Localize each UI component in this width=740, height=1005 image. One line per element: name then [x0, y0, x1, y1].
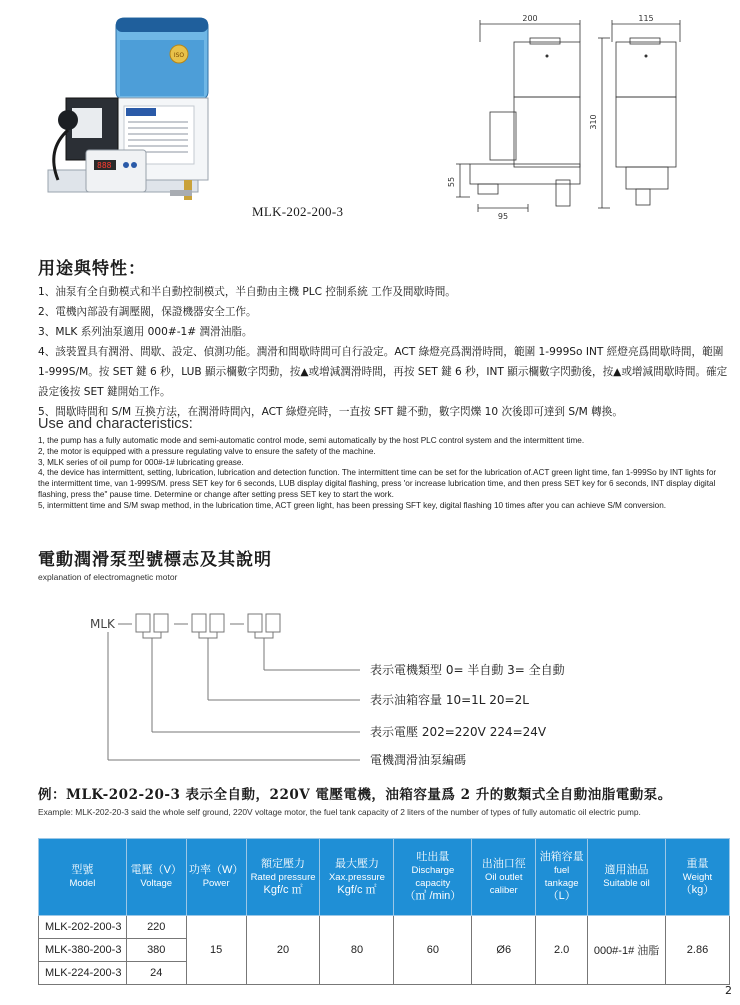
use-en-item: 1, the pump has a fully automatic mode and semi-automatic control mode, semi automatically by the host PLC control system and the intermittent time.	[38, 436, 585, 445]
use-en-item: 3, MLK series of oil pump for 000#-1# lubricating grease.	[38, 457, 244, 467]
spec-table	[38, 838, 730, 985]
motor-code-heading: 電動潤滑泵型號標志及其說明	[38, 550, 272, 570]
use-en-item: 2, the motor is equipped with a pressure regulating valve to ensure the safety of the machine.	[38, 446, 376, 456]
header-voltage: 電壓（V） Voltage	[126, 839, 186, 916]
model-code-diagram	[90, 600, 610, 775]
use-en-item: 4, the device has intermittent, setting, lubrication, lubrication and detection function. The intermittent time can be set for the lubrication of.ACT green light time, fan 1-999So by INT lights for the intermittent time, van 1-999S/M. press SET key for 6 seconds, LUB display digital flashing, press 'or increase lubrication time, and then press SET key for 6 seconds, INT display digital flashing, press the" pause time. Determine or change after setting press SET key to start the work.	[38, 468, 717, 499]
code-label-motor-type: 表示電機類型 0= 半自動 3= 全自動	[370, 663, 565, 677]
header-power: 功率（W） Power	[186, 839, 246, 916]
use-en-item: 5, intermittent time and S/M swap method, in the lubrication time, ACT green light, has been pressing SFT key, digital flashing 10 times after you can achieve S/M conversion.	[38, 500, 667, 510]
spec-header-row	[39, 839, 730, 916]
usage-item: 2、電機內部設有調壓閥，保證機器安全工作。	[38, 306, 257, 318]
usage-heading: 用途與特性：	[38, 259, 146, 279]
cell-voltage: 380	[126, 939, 186, 962]
dim-side-label: 115	[638, 14, 654, 23]
cell-weight: 2.86	[665, 916, 729, 985]
header-oil: 適用油品 Suitable oil	[588, 839, 666, 916]
page-number: 2	[725, 984, 732, 997]
iso-badge-text: ISO	[173, 52, 185, 59]
cell-oil: 000#-1# 油脂	[588, 916, 666, 985]
cell-rated-pressure: 20	[246, 916, 320, 985]
cell-tankage: 2.0	[536, 916, 588, 985]
header-tankage: 油箱容量 fuel tankage （L）	[536, 839, 588, 916]
motor-code-subheading: explanation of electromagnetic motor	[38, 572, 178, 582]
header-model: 型號 Model	[39, 839, 127, 916]
use-en-heading: Use and characteristics:	[38, 416, 193, 432]
cell-discharge: 60	[394, 916, 472, 985]
header-outlet: 出油口徑 Oil outlet caliber	[472, 839, 536, 916]
header-discharge: 吐出量 Discharge capacity （㎥ /min）	[394, 839, 472, 916]
cell-outlet: Ø6	[472, 916, 536, 985]
dimension-drawing	[440, 12, 715, 222]
example-zh: 例：MLK-202-20-3 表示全自動，220V 電壓電機，油箱容量爲 2 升的數類式全自動油脂電動泵。	[38, 787, 672, 803]
usage-item: 5、間歇時間和 S/M 互換方法，在潤滑時間內，ACT 綠燈亮時，一直按 SFT 鍵不動，數字閃爍 10 次後即可達到 S/M 轉換。	[38, 406, 623, 418]
cell-voltage: 220	[126, 916, 186, 939]
code-label-tank: 表示油箱容量 10=1L 20=2L	[370, 693, 529, 707]
header-weight: 重量 Weight （kg）	[665, 839, 729, 916]
dim-height-label: 310	[589, 114, 598, 130]
cell-model: MLK-224-200-3	[39, 962, 127, 985]
cell-model: MLK-380-200-3	[39, 939, 127, 962]
header-rated-pressure: 額定壓力 Rated pressure Kgf/c ㎡	[246, 839, 320, 916]
product-model-caption: MLK-202-200-3	[252, 204, 344, 219]
cell-voltage: 24	[126, 962, 186, 985]
usage-list	[38, 282, 728, 422]
dim-base-height-label: 55	[447, 176, 456, 188]
code-label-voltage: 表示電壓 202=220V 224=24V	[370, 725, 547, 739]
example-en: Example: MLK-202-20-3 said the whole self ground, 220V voltage motor, the fuel tank capacity of 2 liters of the number of types of fully automatic oil electric pump.	[38, 807, 641, 817]
usage-item: 3、MLK 系列油泵適用 000#-1# 潤滑油脂。	[38, 326, 253, 338]
cell-max-pressure: 80	[320, 916, 394, 985]
cell-power: 15	[186, 916, 246, 985]
use-en-list	[38, 436, 728, 512]
table-row	[39, 916, 730, 939]
product-photo	[38, 10, 228, 220]
header-max-pressure: 最大壓力 Xax.pressure Kgf/c ㎡	[320, 839, 394, 916]
dim-width-label: 200	[522, 14, 538, 23]
code-label-pump-code: 電機潤滑油泵編碼	[370, 753, 467, 767]
code-prefix: MLK	[90, 617, 115, 631]
cell-model: MLK-202-200-3	[39, 916, 127, 939]
usage-item: 4、該裝置具有潤滑、間歇、設定、偵測功能。潤滑和間歇時間可自行設定。ACT 綠燈亮爲潤滑時間，範圍 1-999So INT 經燈亮爲間歇時間，範圍 1-999S/M。按 SET 鍵 6 秒，LUB 顯示欄數字閃動，按▲或增減潤滑時間，再按 SET 鍵 6 秒，INT 顯示欄數字閃動後，按▲或增減間歇時間。確定設定後按 SET 鍵開始工作。	[38, 346, 728, 398]
svg-text:888: 888	[97, 161, 112, 170]
usage-item: 1、油泵有全自動模式和半自動控制模式，半自動由主機 PLC 控制系統 工作及間歇時間。	[38, 286, 456, 298]
dim-base-width-label: 95	[497, 212, 509, 221]
